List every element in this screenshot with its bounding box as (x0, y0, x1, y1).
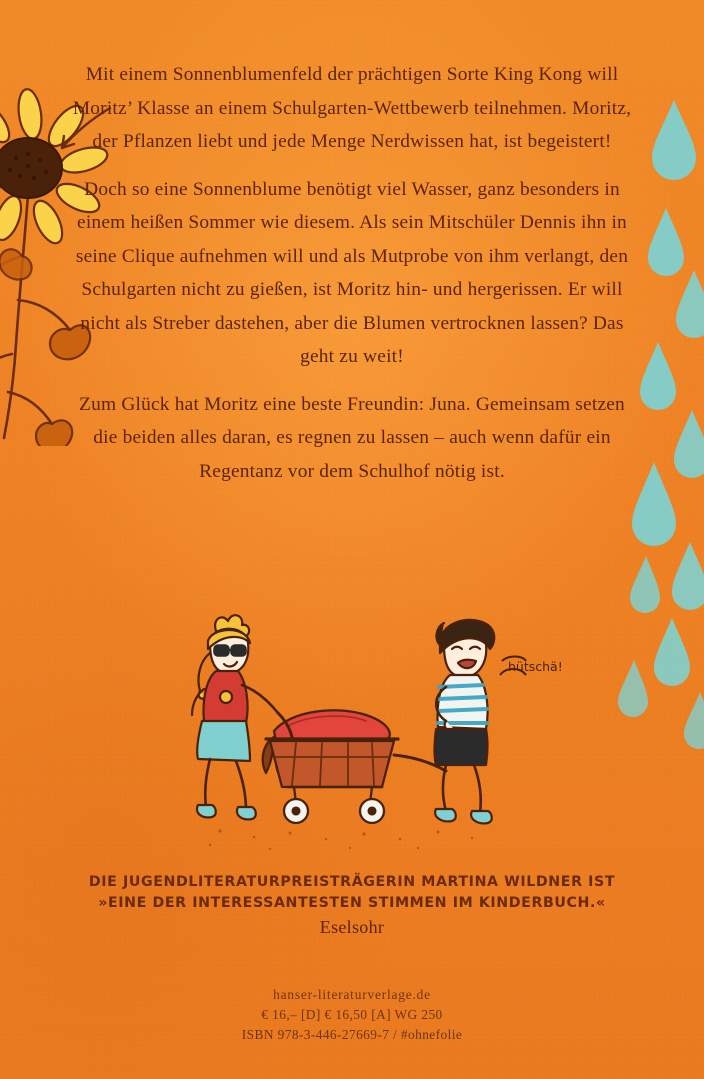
girl-pulling-cart (192, 615, 278, 819)
blurb-text (72, 58, 632, 488)
speech-bubble-text: hütschä! (508, 659, 563, 674)
speech-bubble (500, 657, 563, 676)
press-quote (40, 872, 664, 938)
boy-pushing-cart (435, 620, 495, 824)
sunflower-center (0, 138, 62, 198)
blurb-paragraph-3: Zum Glück hat Moritz eine beste Freundin: Juna. Gemeinsam setzen die beiden alles daran, es regnen zu lassen – auch wenn dafür ein Regentanz vor dem Schulhof nötig ist. (79, 393, 625, 482)
price-line: € 16,– [D] € 16,50 [A] WG 250 (261, 1007, 443, 1022)
blurb-paragraph-1: Mit einem Sonnenblumenfeld der prächtigen Sorte King Kong will Moritz’ Klasse an einem Schulgarten-Wettbewerb teilnehmen. Moritz, der Pflanzen liebt und jede Menge Nerdwissen hat, ist begeistert! (72, 64, 632, 152)
blurb-paragraph-2: Doch so eine Sonnenblume benötigt viel Wasser, ganz besonders in einem heißen Sommer wie diesem. Als sein Mitschüler Dennis ihn in seine Clique aufnehmen will und als Mutprobe von ihm verlangt, den Schulgarten nicht zu gießen, ist Moritz hin- und hergerissen. Er will nicht als Streber dastehen, aber die Blumen vertrocknen lassen? Das geht zu weit! (75, 178, 629, 367)
children-with-handcart-illustration (150, 605, 570, 860)
imprint-block (40, 985, 664, 1045)
press-quote-line-2: »EINE DER INTERESSANTESTEN STIMMEN IM KINDERBUCH.« (98, 895, 606, 911)
press-quote-line-1: DIE JUGENDLITERATURPREISTRÄGERIN MARTINA WILDNER IST (88, 874, 616, 890)
handcart-with-flowers (263, 710, 446, 823)
press-quote-source: Eselsohr (319, 917, 385, 937)
publisher-url[interactable]: hanser-literaturverlage.de (273, 987, 431, 1002)
isbn-line: ISBN 978-3-446-27669-7 / #ohnefolie (241, 1027, 463, 1042)
